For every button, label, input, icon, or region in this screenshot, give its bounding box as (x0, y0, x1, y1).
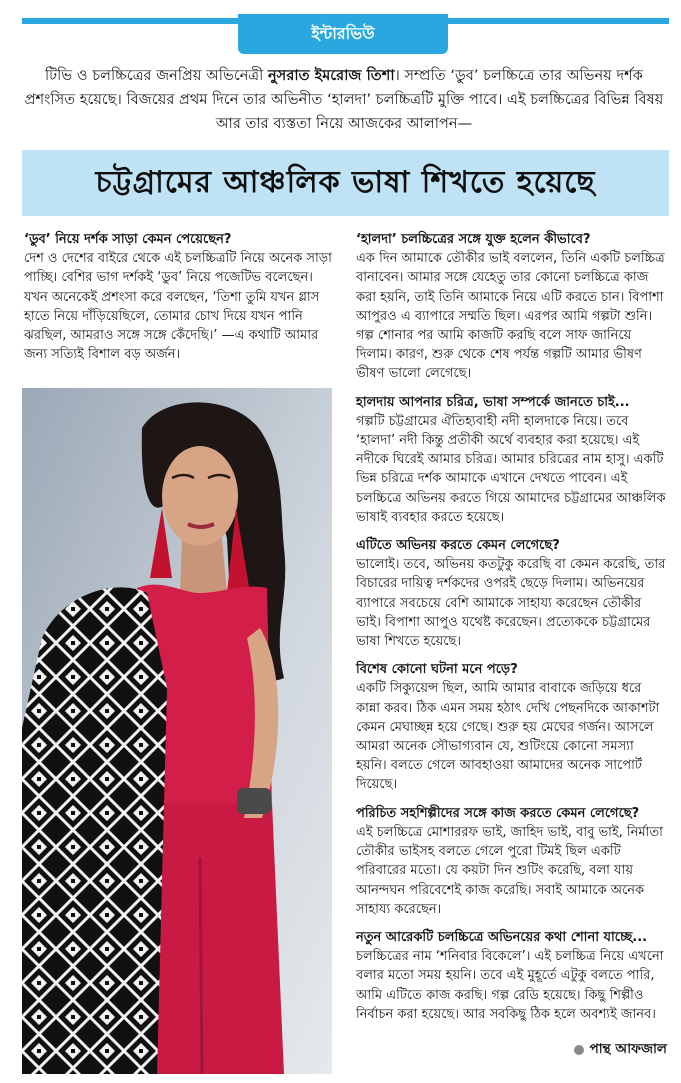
question: পরিচিত সহশিল্পীদের সঙ্গে কাজ করতে কেমন লেগেছে? (356, 805, 640, 821)
qa-block (356, 536, 668, 651)
intro-name: নুসরাত ইমরোজ তিশা (267, 67, 395, 84)
qa-block (356, 804, 668, 919)
section-label: ইন্টারভিউ (238, 14, 448, 54)
byline (574, 1038, 667, 1061)
question: হালদায় আপনার চরিত্র, ভাষা সম্পর্কে জানতে চাই... (356, 394, 630, 410)
qa-block (356, 393, 668, 527)
portrait-illustration (22, 388, 332, 1074)
intro-paragraph (24, 64, 664, 136)
qa-block (356, 230, 668, 384)
qa-block (356, 660, 668, 794)
question: ‘হালদা’ চলচ্চিত্রের সঙ্গে যুক্ত হলেন কীভাবে? (356, 232, 591, 247)
qa-block (24, 230, 332, 364)
answer: ভালোই। তবে, অভিনয় কতটুকু করেছি বা কেমন করেছি, তার বিচারের দায়িত্ব দর্শকদের ওপরই ছেড়ে দিলাম। অভিনয়ের ব্যাপারে সবচেয়ে বেশি আমাকে সাহায্য করেছেন তৌকীর ভাই। বিপাশা আপুও যথেষ্ট করেছেন। প্রত্যেককে চট্টগ্রামের ভাষা শিখতে হয়েছে। (356, 557, 666, 650)
answer: এক দিন আমাকে তৌকীর ভাই বললেন, তিনি একটি চলচ্চিত্র বানাবেন। আমার সঙ্গে যেহেতু তার কোনো চলচ্চিত্রে কাজ করা হয়নি, তাই তিনি আমাকে নিয়ে এটি করতে চান। বিপাশা আপুরও এ ব্যাপারে সম্মতি ছিল। এরপর আমি গল্পটা শুনি। গল্প শোনার পর আমি কাজটি করছি বলে সাফ জানিয়ে দিলাম। কারণ, শুরু থেকে শেষ পর্যন্ত গল্পটি আমার ভীষণ ভীষণ ভালো লেগেছে। (356, 251, 665, 382)
answer: গল্পটি চট্টগ্রামের ঐতিহ্যবাহী নদী হালদাকে নিয়ে। তবে ‘হালদা’ নদী কিন্তু প্রতীকী অর্থে ব্যবহার করা হয়েছে। এই নদীকে ঘিরেই আমার চরিত্র। আমার চরিত্রের নাম হাসু। একটি ভিন্ন চরিত্রে দর্শক আমাকে এখানে দেখতে পাবেন। এই চলচ্চিত্রে অভিনয় করতে গিয়ে আমাদের চট্টগ্রামের আঞ্চলিক ভাষাই ব্যবহার করতে হয়েছে। (356, 413, 666, 525)
question: নতুন আরেকটি চলচ্চিত্রে অভিনয়ের কথা শোনা যাচ্ছে... (356, 929, 648, 945)
author-name: পান্থ আফজাল (589, 1041, 667, 1057)
headline-banner (22, 150, 669, 216)
qa-block (356, 928, 668, 1024)
intro-text-1: টিভি ও চলচ্চিত্রের জনপ্রিয় অভিনেত্রী (45, 67, 268, 84)
answer: চলচ্চিত্রের নাম ‘শনিবার বিকেলে’। এই চলচ্চিত্র নিয়ে এখনো বলার মতো সময় হয়নি। তবে এই মুহূর্তে এটুকু বলতে পারি, আমি এটিতে কাজ করছি। গল্প রেডি হয়েছে। কিছু শিল্পীও নির্বাচন করা হয়েছে। আর সবকিছু ঠিক হলে অবশ্যই জানব। (356, 949, 664, 1022)
question: ‘ডুব’ নিয়ে দর্শক সাড়া কেমন পেয়েছেন? (24, 232, 232, 247)
bullet-dot-icon (574, 1045, 584, 1055)
left-column (24, 230, 332, 373)
question: এটিতে অভিনয় করতে কেমন লেগেছে? (356, 538, 560, 554)
headline: চট্টগ্রামের আঞ্চলিক ভাষা শিখতে হয়েছে (95, 164, 596, 200)
answer: এই চলচ্চিত্রে মোশাররফ ভাই, জাহিদ ভাই, বাবু ভাই, নির্মাতা তৌকীর ভাইসহ বলতে গেলে পুরো টিমই ছিল একটি পরিবারের মতো। যে কয়টা দিন শুটিং করেছি, বলা যায় আনন্দঘন পরিবেশেই কাজ করেছি। সবাই আমাকে অনেক সাহায্য করেছেন। (356, 824, 663, 917)
right-column (356, 230, 668, 1033)
answer: দেশ ও দেশের বাইরে থেকে এই চলচ্চিত্রটি নিয়ে অনেক সাড়া পাচ্ছি। বেশির ভাগ দর্শকই ‘ডুব’ নিয়ে পজেটিভ বলেছেন। যখন অনেকেই প্রশংসা করে বলছেন, ‘তিশা তুমি যখন গ্লাস হাতে নিয়ে দাঁড়িয়েছিলে, তোমার চোখ দিয়ে যখন পানি ঝরছিল, আমরাও সঙ্গে সঙ্গে কেঁদেছি।’ —এ কথাটি আমার জন্য সত্যিই বিশাল বড় অর্জন। (24, 251, 332, 363)
question: বিশেষ কোনো ঘটনা মনে পড়ে? (356, 662, 518, 678)
portrait-photo (22, 388, 332, 1074)
intro-text-2: । সম্প্রতি ‘ডুব’ চলচ্চিত্রে তার অভিনয় দর্শক প্রশংসিত হয়েছে। বিজয়ের প্রথম দিনে তার অভিনীত ‘হালদা’ চলচ্চিত্রটি মুক্তি পাবে। এই চলচ্চিত্রের বিভিন্ন বিষয় আর তার ব্যস্ততা নিয়ে আজকের আলাপন— (24, 67, 664, 132)
answer: একটি সিক্যুয়েন্স ছিল, আমি আমার বাবাকে জড়িয়ে ধরে কান্না করব। ঠিক এমন সময় হঠাৎ দেখি পেছনদিকে আকাশটা কেমন মেঘাচ্ছন্ন হয়ে গেছে। শুরু হয় মেঘের গর্জন। আসলে আমরা অনেক সৌভাগ্যবান যে, শুটিংয়ে কোনো সমস্যা হয়নি। বলতে গেলে আবহাওয়া আমাদের অনেক সাপোর্ট দিয়েছে। (356, 681, 660, 793)
